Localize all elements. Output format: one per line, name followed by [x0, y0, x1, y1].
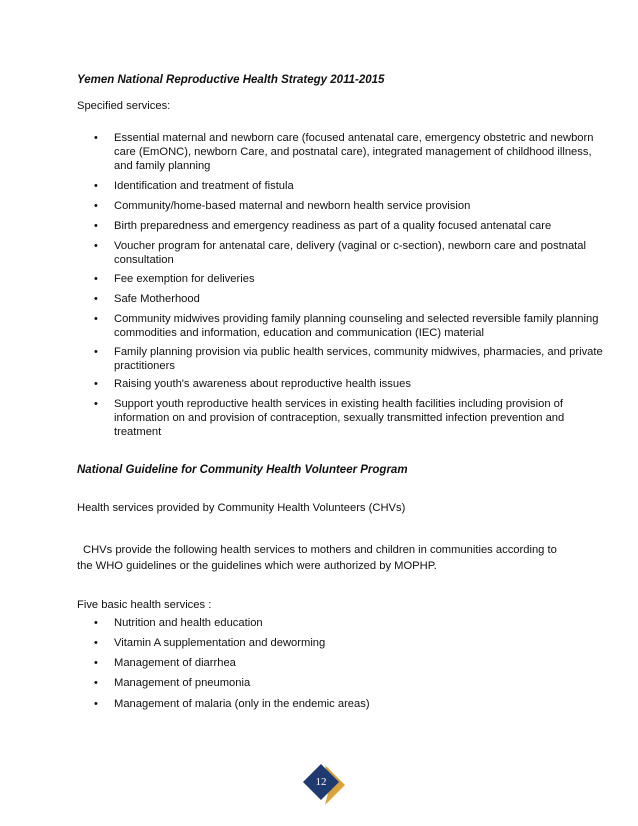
bullet-icon: • — [94, 180, 98, 192]
bullet-icon: • — [94, 132, 98, 144]
list-item-text: Voucher program for antenatal care, delivery (vaginal or c-section), newborn care and postnatal consultation — [114, 240, 586, 267]
list-item — [77, 676, 604, 690]
list-item — [77, 219, 604, 233]
guideline-title: National Guideline for Community Health Volunteer Program — [77, 464, 408, 476]
specified-services-label: Specified services: — [77, 100, 171, 112]
list-item-text: Nutrition and health education — [114, 617, 263, 629]
list-item — [77, 697, 604, 711]
list-item — [77, 397, 604, 440]
bullet-icon: • — [94, 637, 98, 649]
list-item — [77, 179, 604, 193]
list-item — [77, 272, 604, 286]
bullet-icon: • — [94, 240, 98, 252]
list-item-text: Community midwives providing family planning counseling and selected reversible family planning commodities and information, education and communication (IEC) material — [114, 313, 599, 340]
list-item — [77, 377, 604, 391]
bullet-icon: • — [94, 617, 98, 629]
list-item — [77, 199, 604, 213]
page-number-badge — [301, 762, 347, 808]
list-item-text: Birth preparedness and emergency readiness as part of a quality focused antenatal care — [114, 220, 552, 232]
list-item-text: Management of diarrhea — [114, 657, 236, 669]
list-item-text: Support youth reproductive health services in existing health facilities including provision of information on and provision of contraception, sexually transmitted infection prevention and treatment — [114, 398, 565, 439]
chv-description: CHVs provide the following health services to mothers and children in communities according to the WHO guidelines or the guidelines which were authorized by MOPHP. — [77, 544, 557, 572]
list-item — [77, 656, 604, 670]
bullet-icon: • — [94, 293, 98, 305]
basic-services-label: Five basic health services : — [77, 599, 212, 611]
list-item-text: Raising youth's awareness about reproductive health issues — [114, 378, 411, 390]
list-item-text: Identification and treatment of fistula — [114, 180, 294, 192]
list-item — [77, 292, 604, 306]
bullet-icon: • — [94, 657, 98, 669]
strategy-title: Yemen National Reproductive Health Strategy 2011-2015 — [77, 74, 385, 86]
list-item-text: Safe Motherhood — [114, 293, 200, 305]
services-provided-text: Health services provided by Community Health Volunteers (CHVs) — [77, 502, 406, 514]
bullet-icon: • — [94, 346, 98, 358]
list-item — [77, 312, 604, 340]
list-item-text: Essential maternal and newborn care (focused antenatal care, emergency obstetric and newborn care (EmONC), newborn Care, and postnatal care), integrated management of childhood illness, and family planning — [114, 132, 594, 173]
bullet-icon: • — [94, 398, 98, 410]
bullet-icon: • — [94, 220, 98, 232]
bullet-icon: • — [94, 677, 98, 689]
list-item-text: Fee exemption for deliveries — [114, 273, 255, 285]
page-number: 12 — [315, 776, 327, 788]
list-item-text: Vitamin A supplementation and deworming — [114, 637, 326, 649]
list-item-text: Management of malaria (only in the endemic areas) — [114, 698, 370, 710]
list-item — [77, 636, 604, 650]
bullet-icon: • — [94, 313, 98, 325]
bullet-icon: • — [94, 378, 98, 390]
list-item — [77, 131, 604, 174]
list-item — [77, 616, 604, 630]
bullet-icon: • — [94, 698, 98, 710]
list-item — [77, 345, 604, 373]
list-item-text: Community/home-based maternal and newborn health service provision — [114, 200, 471, 212]
list-item — [77, 239, 604, 267]
bullet-icon: • — [94, 273, 98, 285]
list-item-text: Family planning provision via public health services, community midwives, pharmacies, and private practitioners — [114, 346, 603, 373]
bullet-icon: • — [94, 200, 98, 212]
list-item-text: Management of pneumonia — [114, 677, 251, 689]
